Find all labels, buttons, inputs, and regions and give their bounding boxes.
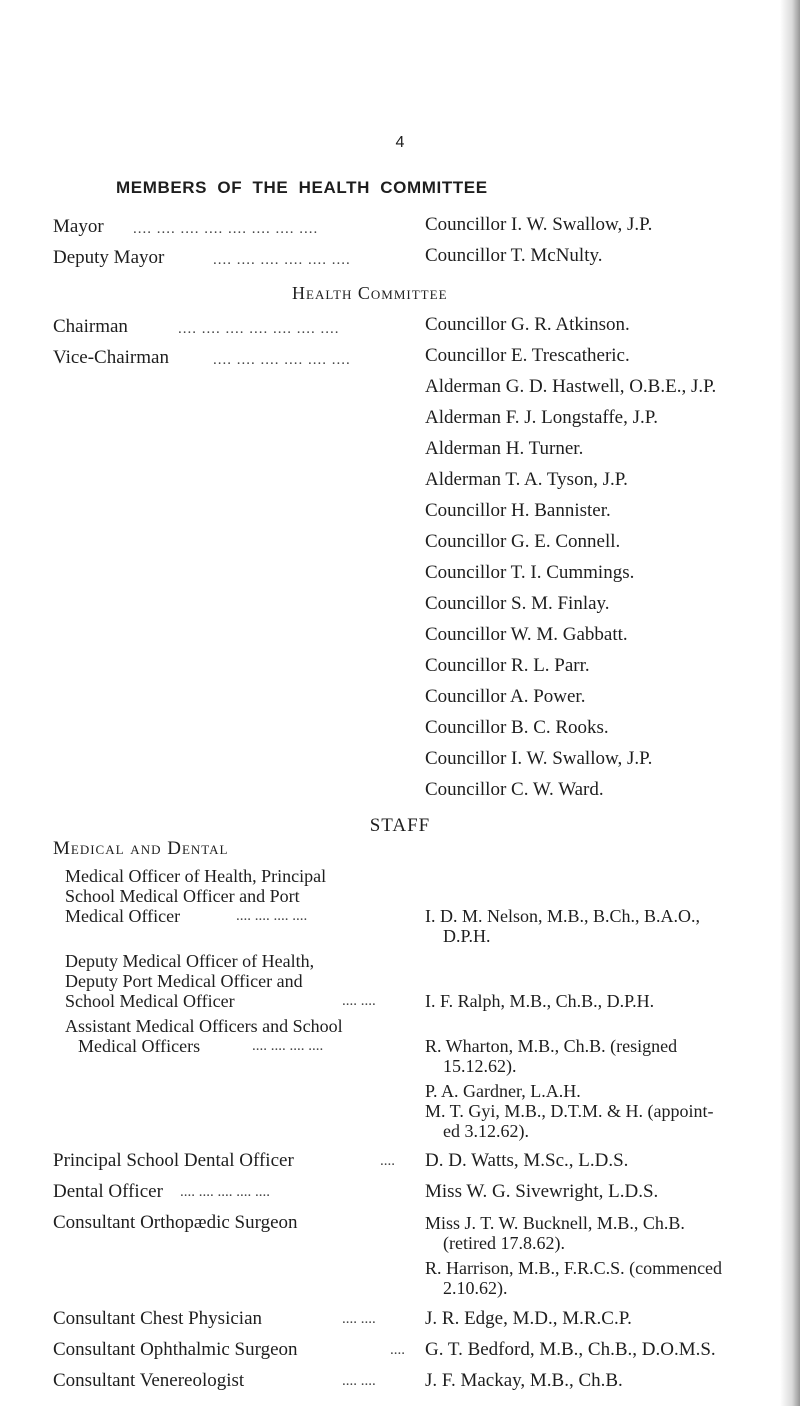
officer-role: Vice-Chairman [53,347,169,368]
staff-name-cont: (retired 17.8.62). [443,1233,565,1253]
leader-dots: .... .... .... .... [236,908,308,924]
staff-name: J. F. Mackay, M.B., Ch.B. [425,1370,623,1391]
committee-member: Councillor G. E. Connell. [425,531,621,552]
committee-member: Alderman T. A. Tyson, J.P. [425,469,628,490]
leader-dots: .... .... .... .... .... .... .... .... [133,221,319,237]
officer-holder: Councillor E. Trescatheric. [425,345,630,366]
committee-member: Councillor I. W. Swallow, J.P. [425,748,653,769]
staff-role: Consultant Orthopædic Surgeon [53,1212,298,1233]
leader-dots: .... .... .... .... .... [180,1184,270,1200]
staff-role: Consultant Chest Physician [53,1308,262,1329]
leader-dots: .... .... [342,1373,376,1389]
leader-dots: .... .... [342,1311,376,1327]
staff-role-line: School Medical Officer [65,991,235,1011]
staff-name: J. R. Edge, M.D., M.R.C.P. [425,1308,632,1329]
officer-holder: Councillor G. R. Atkinson. [425,314,630,335]
committee-member: Alderman F. J. Longstaffe, J.P. [425,407,658,428]
staff-role-line: School Medical Officer and Port [65,886,300,906]
staff-name: P. A. Gardner, L.A.H. [425,1081,581,1101]
staff-name: I. D. M. Nelson, M.B., B.Ch., B.A.O., [425,906,701,926]
staff-role-line: Assistant Medical Officers and School [65,1016,343,1036]
staff-name-cont: ed 3.12.62). [443,1121,529,1141]
staff-name: G. T. Bedford, M.B., Ch.B., D.O.M.S. [425,1339,716,1360]
leader-dots: .... [390,1342,405,1358]
committee-heading: Health Committee [292,283,448,303]
staff-role: Principal School Dental Officer [53,1150,294,1171]
committee-member: Councillor W. M. Gabbatt. [425,624,628,645]
staff-name-cont: D.P.H. [443,926,491,946]
officer-role: Mayor [53,216,104,237]
leader-dots: .... .... .... .... [252,1038,324,1054]
staff-role: Consultant Venereologist [53,1370,245,1391]
committee-member: Alderman G. D. Hastwell, O.B.E., J.P. [425,376,717,397]
committee-member: Councillor B. C. Rooks. [425,717,609,738]
officer-role: Chairman [53,316,128,337]
officer-holder: Councillor I. W. Swallow, J.P. [425,214,653,235]
officer-role: Deputy Mayor [53,247,165,268]
committee-member: Councillor C. W. Ward. [425,779,604,800]
officer-holder: Councillor T. McNulty. [425,245,603,266]
staff-role-line: Medical Officers [78,1036,201,1056]
staff-name: M. T. Gyi, M.B., D.T.M. & H. (appoint- [425,1101,714,1121]
staff-name: D. D. Watts, M.Sc., L.D.S. [425,1150,629,1171]
staff-name-cont: 2.10.62). [443,1278,508,1298]
staff-name: I. F. Ralph, M.B., Ch.B., D.P.H. [425,991,655,1011]
staff-name: R. Wharton, M.B., Ch.B. (resigned [425,1036,678,1056]
page-title: MEMBERS OF THE HEALTH COMMITTEE [116,178,488,197]
committee-member: Councillor T. I. Cummings. [425,562,635,583]
staff-role: Consultant Ophthalmic Surgeon [53,1339,298,1360]
leader-dots: .... .... .... .... .... .... [213,352,351,368]
staff-subheading: Medical and Dental [53,838,229,859]
leader-dots: .... .... .... .... .... .... [213,252,351,268]
committee-member: Councillor R. L. Parr. [425,655,590,676]
committee-member: Alderman H. Turner. [425,438,584,459]
leader-dots: .... .... .... .... .... .... .... [178,321,340,337]
staff-role-line: Medical Officer of Health, Principal [65,866,327,886]
leader-dots: .... .... [342,993,376,1009]
committee-member: Councillor A. Power. [425,686,586,707]
page-edge-shadow [780,0,800,1406]
staff-heading: STAFF [369,815,431,836]
staff-name: Miss J. T. W. Bucknell, M.B., Ch.B. [425,1213,685,1233]
page-number: 4 [395,134,405,151]
staff-name: R. Harrison, M.B., F.R.C.S. (commenced [425,1258,723,1278]
staff-role: Dental Officer [53,1181,163,1202]
committee-member: Councillor H. Bannister. [425,500,611,521]
staff-role-line: Medical Officer [65,906,181,926]
staff-role-line: Deputy Medical Officer of Health, [65,951,315,971]
staff-name: Miss W. G. Sivewright, L.D.S. [425,1181,659,1202]
leader-dots: .... [380,1153,395,1169]
staff-role-line: Deputy Port Medical Officer and [65,971,303,991]
staff-name-cont: 15.12.62). [443,1056,517,1076]
committee-member: Councillor S. M. Finlay. [425,593,610,614]
